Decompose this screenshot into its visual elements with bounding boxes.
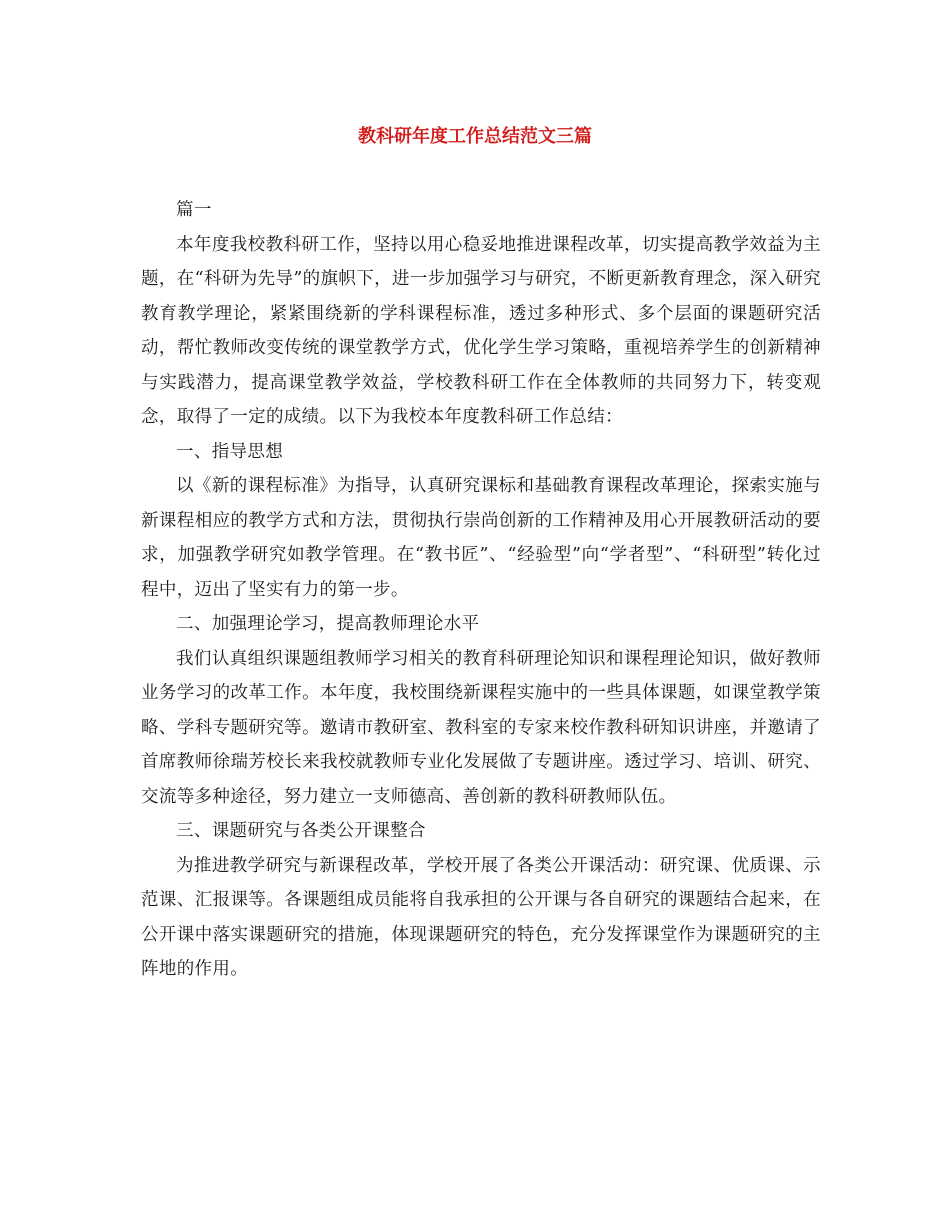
document-title: 教科研年度工作总结范文三篇 [358,126,592,147]
section-heading: 一、指导思想 [176,441,284,462]
section-heading: 二、加强理论学习，提高教师理论水平 [176,614,480,634]
section-heading: 三、课题研究与各类公开课整合 [176,821,426,841]
section-paragraph: 以《新的课程标准》为指导，认真研究课标和基础教育课程改革理论，探索实施与新课程相应的教学方式和方法，贯彻执行崇尚创新的工作精神及用心开展教研活动的要求，加强教学研究如教学管理。在“教书匠”、“经验型”向“学者型”、“科研型”转化过程中，迈出了坚实有力的第一步。 [141,476,821,600]
section-paragraph: 我们认真组织课题组教师学习相关的教育科研理论知识和课程理论知识，做好教师业务学习的改革工作。本年度，我校围绕新课程实施中的一些具体课题，如课堂教学策略、学科专题研究等。邀请市教研室、教科室的专家来校作教科研知识讲座，并邀请了首席教师徐瑞芳校长来我校就教师专业化发展做了专题讲座。透过学习、培训、研究、交流等多种途径，努力建立一支师德高、善创新的教科研教师队伍。 [141,648,821,807]
section-label: 篇一 [176,200,212,220]
section-paragraph: 为推进教学研究与新课程改革，学校开展了各类公开课活动：研究课、优质课、示范课、汇报课等。各课题组成员能将自我承担的公开课与各自研究的课题结合起来，在公开课中落实课题研究的措施，体现课题研究的特色，充分发挥课堂作为课题研究的主阵地的作用。 [141,855,821,979]
intro-paragraph: 本年度我校教科研工作，坚持以用心稳妥地推进课程改革，切实提高教学效益为主题，在“科研为先导”的旗帜下，进一步加强学习与研究，不断更新教育理念，深入研究教育教学理论，紧紧围绕新的学科课程标准，透过多种形式、多个层面的课题研究活动，帮忙教师改变传统的课堂教学方式，优化学生学习策略，重视培养学生的创新精神与实践潜力，提高课堂教学效益，学校教科研工作在全体教师的共同努力下，转变观念，取得了一定的成绩。以下为我校本年度教科研工作总结： [141,234,821,427]
document-body [141,193,821,987]
